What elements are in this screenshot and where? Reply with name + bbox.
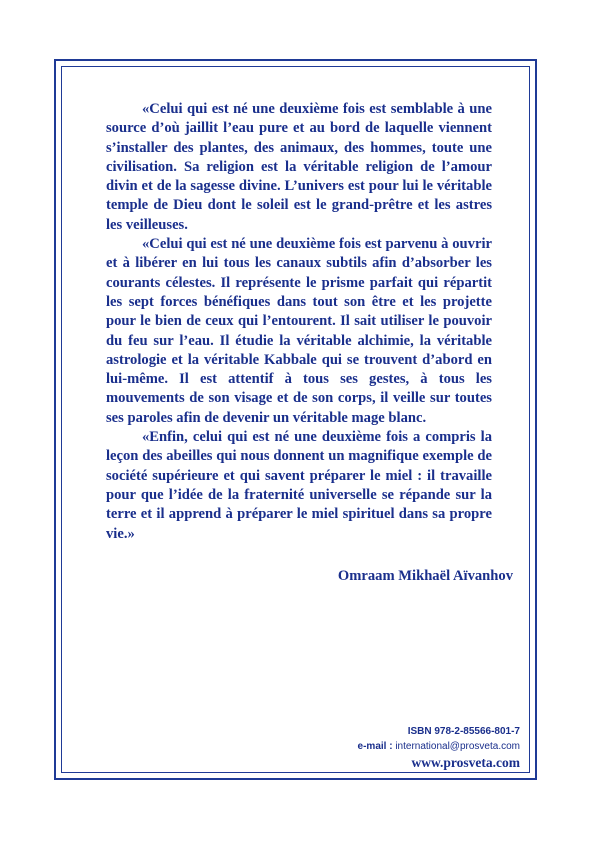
colophon: [358, 725, 520, 771]
isbn-number: ISBN 978-2-85566-801-7: [407, 726, 520, 737]
quote-paragraph-2: «Celui qui est né une deuxième fois est parvenu à ouvrir et à libérer en lui tous les canaux subtils afin d’absorber les courants célestes. Il représente le prisme parfait qui répartit les sept forces bénéfiques dans tout son être et les projette pour le bien de ceux qui l’entourent. Il sait utiliser le pouvoir du feu sur l’eau. Il étudie la véritable alchimie, la véritable astrologie et la véritable Kabbale qui se trouvent d’abord en lui-même. Il est attentif à tous ses gestes, à tous les mouvements de son visage et de son corps, il veille sur toutes ses paroles afin de devenir un véritable mage blanc.: [106, 236, 492, 426]
email-label: e-mail :: [357, 741, 393, 752]
quote-paragraph-3: «Enfin, celui qui est né une deuxième fois a compris la leçon des abeilles qui nous donnent un magnifique exemple de société supérieure et qui savent préparer le miel : il travaille pour que l’idée de la fraternité universelle se répande sur la terre et il apprend à préparer le miel spirituel dans sa propre vie.»: [106, 429, 492, 542]
email-line: [358, 740, 520, 754]
email-address[interactable]: international@prosveta.com: [395, 741, 520, 752]
quote-block: [106, 100, 492, 544]
author-name: Omraam Mikhaël Aïvanhov: [337, 568, 513, 584]
website-link[interactable]: www.prosveta.com: [411, 755, 520, 770]
quote-paragraph-1: «Celui qui est né une deuxième fois est semblable à une source d’où jaillit l’eau pure et au bord de laquelle viennent s’installer des plantes, des animaux, des hommes, toute une civilisation. Sa religion est la véritable religion de l’amour divin et de la sagesse divine. L’univers est pour lui le véritable temple de Dieu dont le soleil est le grand-prêtre et les astres les veilleuses.: [106, 101, 492, 233]
